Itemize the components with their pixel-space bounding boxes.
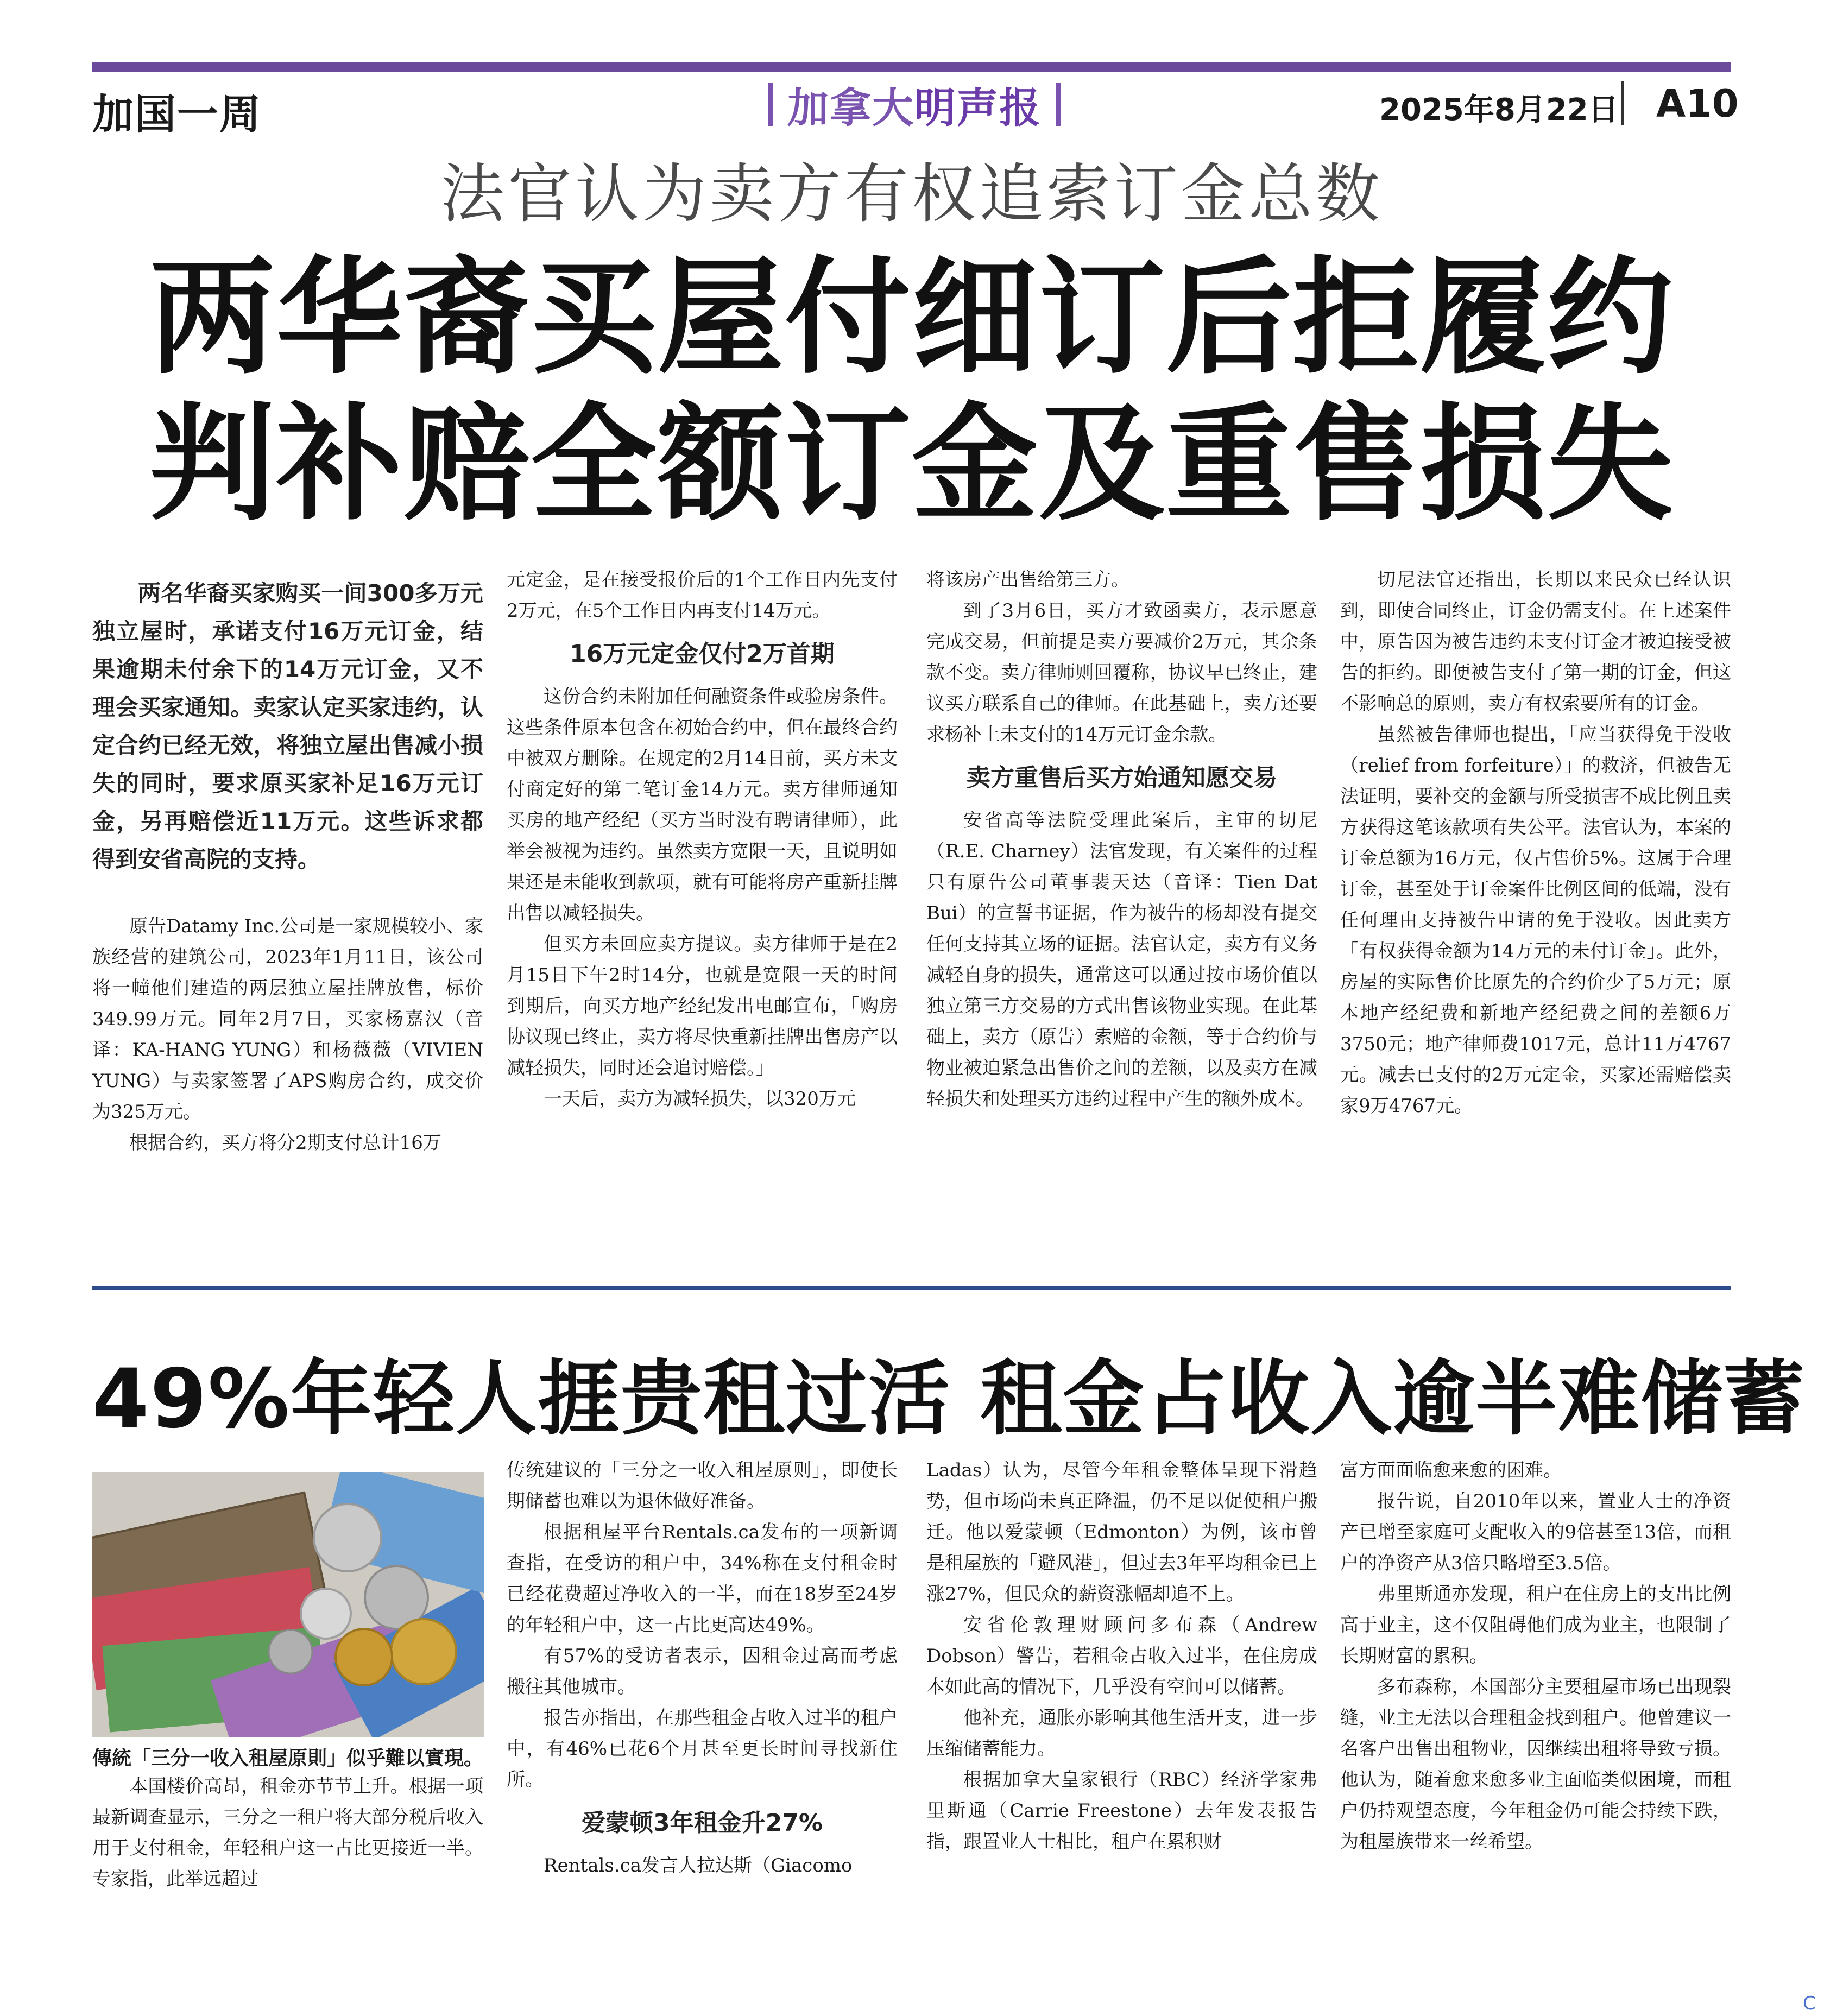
story1-kicker: 法官认为卖方有权追索订金总数 (440, 156, 1383, 231)
masthead-brand (741, 77, 1088, 131)
banknotes-illustration (92, 1472, 484, 1737)
story2-paragraph: Rentals.ca发言人拉达斯（Giacomo (544, 1855, 853, 1876)
story2-headline: 49%年轻人捱贵租过活 租金占收入逾半难储蓄 (92, 1352, 1806, 1446)
story1-lead: 两名华裔买家购买一间300多万元独立屋时，承诺支付16万元订金，结果逾期未付余下的14万元订金，又不理会买家通知。卖家认定买家违约，认定合约已经无效，将独立屋出售减小损失的同时，要求原买家补足16万元订金，另再赔偿近11万元。这些诉求都得到安省高院的支持。 (92, 580, 483, 873)
story2-paragraph: 传统建议的「三分之一收入租屋原则」，即使长期储蓄也难以为退休做好准备。 (507, 1459, 898, 1512)
story1-headline-line1: 两华裔买屋付细订后拒履约 (149, 244, 1674, 391)
brand-logo (787, 75, 1042, 134)
story2-paragraph: 本国楼价高昂，租金亦节节上升。根据一项最新调查显示，三分之一租户将大部分税后收入用于支付租金，年轻租户这一占比更接近一半。专家指，此举远超过 (92, 1775, 483, 1890)
corner-mark: C (1803, 1993, 1816, 2014)
photo-caption: 傳統「三分一收入租屋原則」似乎難以實現。 (92, 1747, 484, 1769)
story1-subheading: 卖方重售后买方始通知愿交易 (967, 764, 1277, 792)
page-number: A10 (1656, 81, 1739, 126)
story2-paragraph: Ladas）认为，尽管今年租金整体呈现下滑趋势，但市场尚未真正降温，仍不足以促使租户搬迁。他以爱蒙顿（Edmonton）为例，该市曾是租屋族的「避风港」，但过去3年平均租金已上涨27%，但民众的薪资涨幅却追不上。 (926, 1459, 1317, 1605)
masthead-rule (92, 62, 1731, 72)
header-separator (1621, 81, 1624, 125)
story2-column-4 (1340, 1455, 1731, 1857)
story2-paragraph: 弗里斯通亦发现，租户在住房上的支出比例高于业主，这不仅阻碍他们成为业主，也限制了长期财富的累积。 (1340, 1583, 1731, 1667)
story1-paragraph: 安省高等法院受理此案后，主审的切尼（R.E. Charney）法官发现，有关案件的过程只有原告公司董事裴天达（音译：Tien Dat Bui）的宣誓书证据，作为被告的杨却没有提交任何支持其立场的证据。法官认定，卖方有义务减轻自身的损失，通常这可以通过按市场价值以独立第三方交易的方式出售该物业实现。在此基础上，卖方（原告）索赔的金额，等于合约价与物业被迫紧急出售价之间的差额，以及卖方在减轻损失和处理买方违约过程中产生的额外成本。 (926, 810, 1317, 1110)
brand-prefix: 加拿大 (787, 83, 914, 132)
issue-date: 2025年8月22日 (1379, 92, 1619, 128)
story2-paragraph: 安省伦敦理财顾问多布森（Andrew Dobson）警告，若租金占收入过半，在住房成本如此高的情况下，几乎没有空间可以储蓄。 (926, 1614, 1317, 1698)
story1-headline-line2: 判补赔全额订金及重售损失 (149, 391, 1674, 538)
story2-paragraph: 有57%的受访者表示，因租金过高而考虑搬往其他城市。 (507, 1645, 898, 1698)
story1-column-1 (92, 574, 483, 1159)
story1-paragraph: 切尼法官还指出，长期以来民众已经认识到，即使合同终止，订金仍需支付。在上述案件中，原告因为被告违约未支付订金才被迫接受被告的拒约。即便被告支付了第一期的订金，但这不影响总的原则，卖方有权索要所有的订金。 (1340, 569, 1731, 715)
story1-paragraph: 这份合约未附加任何融资条件或验房条件。这些条件原本包含在初始合约中，但在最终合约中被双方删除。在规定的2月14日前，买方未支付商定好的第二笔订金14万元。卖方律师通知买房的地产经纪（买方当时没有聘请律师），此举会被视为违约。虽然卖方宽限一天，且说明如果还是未能收到款项，就有可能将房产重新挂牌出售以减轻损失。 (507, 686, 898, 924)
story2-paragraph: 根据加拿大皇家银行（RBC）经济学家弗里斯通（Carrie Freestone）去年发表报告指，跟置业人士相比，租户在累积财 (926, 1769, 1317, 1853)
story1-headline (92, 244, 1731, 538)
brand-bar-right (1056, 83, 1061, 126)
story2-paragraph: 富方面面临愈来愈的困难。 (1340, 1459, 1562, 1481)
story2-subheading: 爱蒙顿3年租金升27% (582, 1809, 823, 1837)
story-divider (92, 1286, 1731, 1290)
story2-paragraph: 多布森称，本国部分主要租屋市场已出现裂缝，业主无法以合理租金找到租户。他曾建议一名客户出售出租物业，因继续出租将导致亏损。他认为，随着愈来愈多业主面临类似困境，而租户仍持观望态度，今年租金仍可能会持续下跌，为租屋族带来一丝希望。 (1340, 1676, 1731, 1853)
story1-paragraph: 到了3月6日，买方才致函卖方，表示愿意完成交易，但前提是卖方要减价2万元，其余条款不变。卖方律师则回覆称，协议早已终止，建议买方联系自己的律师。在此基础上，卖方还要求杨补上未支付的14万元订金余款。 (926, 600, 1317, 745)
story1-subheading: 16万元定金仅付2万首期 (570, 640, 835, 668)
story1-paragraph: 根据合约，买方将分2期支付总计16万 (129, 1132, 441, 1154)
story1-paragraph: 但买方未回应卖方提议。卖方律师于是在2月15日下午2时14分，也就是宽限一天的时间到期后，向买方地产经纪发出电邮宣布，「购房协议现已终止，卖方将尽快重新挂牌出售房产以减轻损失，同时还会追讨赔偿。」 (507, 933, 898, 1079)
story1-column-3 (926, 565, 1317, 1115)
story2-paragraph: 报告说，自2010年以来，置业人士的净资产已增至家庭可支配收入的9倍甚至13倍，而租户的净资产从3倍只略增至3.5倍。 (1340, 1490, 1731, 1574)
story1-paragraph: 虽然被告律师也提出，「应当获得免于没收（relief from forfeiture）」的救济，但被告无法证明，要补交的金额与所受损害不成比例且卖方获得这笔该款项有失公平。法官认为，本案的订金总额为16万元，仅占售价5%。这属于合理订金，甚至处于订金案件比例区间的低端，没有任何理由支持被告申请的免于没收。因此卖方「有权获得金额为14万元的未付订金」。此外，房屋的实际售价比原先的合约价少了5万元；原本地产经纪费和新地产经纪费之间的差额6万3750元；地产律师费1017元，总计11万4767元。减去已支付的2万元定金，买家还需赔偿卖家9万4767元。 (1340, 724, 1731, 1117)
story2-column-1 (92, 1771, 483, 1895)
story1-paragraph: 原告Datamy Inc.公司是一家规模较小、家族经营的建筑公司，2023年1月11日，该公司将一幢他们建造的两层独立屋挂牌放售，标价349.99万元。同年2月7日，买家杨嘉汉（音译：KA-HANG YUNG）和杨薇薇（VIVIEN YUNG）与卖家签署了APS购房合约，成交价为325万元。 (92, 915, 483, 1123)
story2-paragraph: 报告亦指出，在那些租金占收入过半的租户中，有46%已花6个月甚至更长时间寻找新住所。 (507, 1707, 898, 1791)
section-name: 加国一周 (92, 90, 262, 138)
story2-paragraph: 根据租屋平台Rentals.ca发布的一项新调查指，在受访的租户中，34%称在支付租金时已经花费超过净收入的一半，而在18岁至24岁的年轻租户中，这一占比更高达49%。 (507, 1521, 898, 1636)
story2-paragraph: 他补充，通胀亦影响其他生活开支，进一步压缩储蓄能力。 (926, 1707, 1317, 1760)
story1-paragraph: 元定金，是在接受报价后的1个工作日内先支付2万元，在5个工作日内再支付14万元。 (507, 569, 898, 622)
story1-paragraph: 一天后，卖方为减轻损失，以320万元 (544, 1088, 856, 1110)
brand-name: 明声报 (914, 83, 1042, 132)
story2-column-3 (926, 1455, 1317, 1857)
banknotes-photo (92, 1472, 484, 1737)
story1-column-2 (507, 565, 898, 1115)
story2-column-2 (507, 1455, 898, 1881)
brand-bar-left (768, 83, 773, 126)
story1-paragraph: 将该房产出售给第三方。 (926, 569, 1129, 591)
story1-column-4 (1340, 565, 1731, 1122)
